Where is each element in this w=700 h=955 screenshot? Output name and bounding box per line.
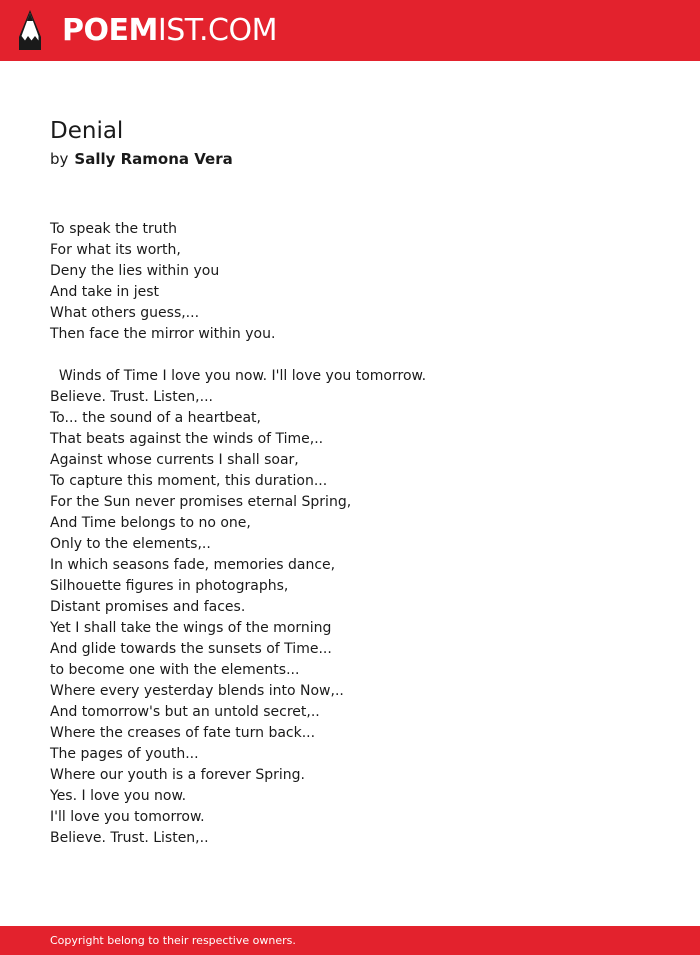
poem-line: To speak the truth	[50, 221, 178, 237]
logo-light-text: IST.COM	[157, 13, 277, 48]
logo-bold-text: POEM	[62, 13, 158, 48]
site-header	[0, 0, 700, 61]
poem-line: And glide towards the sunsets of Time...	[50, 641, 332, 657]
poem-line: What others guess,...	[50, 305, 200, 321]
poem-line: Then face the mirror within you.	[50, 326, 276, 342]
poem-line: Believe. Trust. Listen,..	[50, 830, 209, 846]
site-footer	[0, 926, 700, 955]
poem-line: To capture this moment, this duration...	[50, 473, 328, 489]
poem-line: And tomorrow's but an untold secret,..	[50, 704, 320, 720]
poem-stanza	[50, 219, 650, 345]
poem-byline	[50, 149, 233, 169]
poem-line: To... the sound of a heartbeat,	[50, 410, 261, 426]
footer-copyright: Copyright belong to their respective owners.	[50, 934, 296, 947]
poem-line: For what its worth,	[50, 242, 181, 258]
poem-line: For the Sun never promises eternal Spring,	[50, 494, 352, 510]
poem-line: Where our youth is a forever Spring.	[50, 767, 305, 783]
poem-title: Denial	[50, 118, 124, 144]
poem-line: And take in jest	[50, 284, 160, 300]
poem-line: Where every yesterday blends into Now,..	[50, 683, 344, 699]
poem-line: Believe. Trust. Listen,...	[50, 389, 213, 405]
poem-line: Yes. I love you now.	[50, 788, 187, 804]
poem-line: to become one with the elements...	[50, 662, 300, 678]
poem-author[interactable]: Sally Ramona Vera	[74, 150, 233, 168]
poem-line: That beats against the winds of Time,..	[50, 431, 324, 447]
site-logo[interactable]	[62, 12, 277, 50]
poem-stanza	[50, 366, 650, 849]
poem-line: Silhouette figures in photographs,	[50, 578, 289, 594]
poem-line: Against whose currents I shall soar,	[50, 452, 299, 468]
byline-label: by	[50, 150, 69, 168]
poem-line: In which seasons fade, memories dance,	[50, 557, 336, 573]
pencil-tip-icon	[18, 9, 42, 51]
poem-line: I'll love you tomorrow.	[50, 809, 205, 825]
poem-line: And Time belongs to no one,	[50, 515, 251, 531]
poem-line: Where the creases of fate turn back...	[50, 725, 316, 741]
poem-line: Distant promises and faces.	[50, 599, 246, 615]
poem-body	[50, 219, 650, 849]
poem-line: Only to the elements,..	[50, 536, 211, 552]
poem-line: Deny the lies within you	[50, 263, 220, 279]
poem-line: Winds of Time I love you now. I'll love you tomorrow.	[50, 368, 427, 384]
poem-line: The pages of youth...	[50, 746, 199, 762]
poem-line: Yet I shall take the wings of the morning	[50, 620, 332, 636]
